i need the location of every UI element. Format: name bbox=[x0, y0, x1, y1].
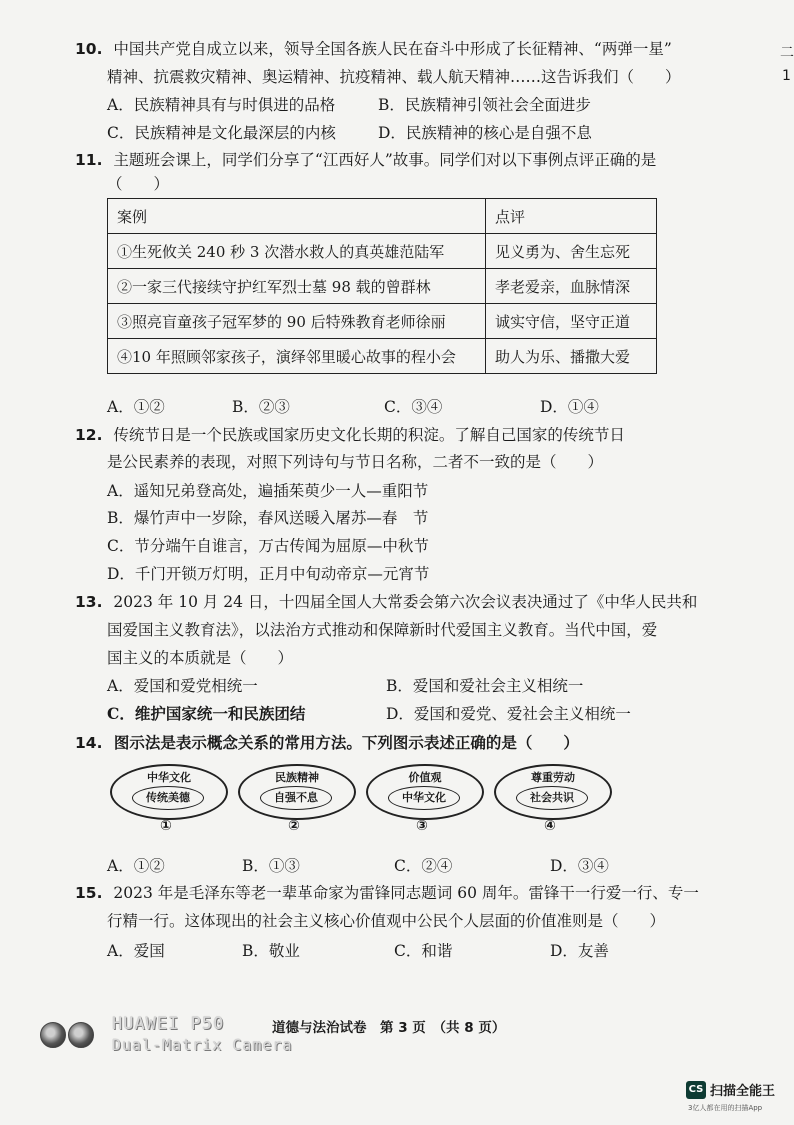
q12-option-b[interactable]: B．爆竹声中一岁除，春风送暖入屠苏—春 节 bbox=[107, 509, 429, 527]
q10-text-line2: 精神、抗震救灾精神、奥运精神、抗疫精神、载人航天精神……这告诉我们（ ） bbox=[107, 68, 681, 86]
q14-stem-line1 bbox=[75, 732, 579, 754]
q15-option-b[interactable]: B．敬业 bbox=[242, 942, 300, 960]
diagram-3-outer-label: 价值观 bbox=[408, 771, 442, 784]
q13-option-a[interactable]: A．爱国和爱党相统一 bbox=[107, 677, 258, 695]
diagram-1-inner-label: 传统美德 bbox=[132, 786, 204, 810]
scanner-logo-icon: CS bbox=[686, 1081, 706, 1099]
q14-option-a[interactable]: A．①② bbox=[107, 857, 165, 875]
q10-option-b[interactable]: B．民族精神引领社会全面进步 bbox=[378, 96, 591, 114]
table-row bbox=[108, 234, 657, 269]
diagram-3-inner-label: 中华文化 bbox=[388, 786, 460, 810]
q12-option-d[interactable]: D．千门开锁万灯明，正月中旬动帝京—元宵节 bbox=[107, 565, 430, 583]
diagram-3-number: ③ bbox=[416, 818, 428, 834]
table-header-comment: 点评 bbox=[486, 199, 657, 234]
table-row bbox=[108, 269, 657, 304]
table-cell-case: ②一家三代接续守护红军烈士墓 98 载的曾群林 bbox=[108, 269, 486, 304]
q14-number: 14. bbox=[75, 734, 103, 752]
diagram-4-inner-label: 社会共识 bbox=[516, 786, 588, 810]
q14-option-b[interactable]: B．①③ bbox=[242, 857, 300, 875]
q11-stem-line1 bbox=[75, 149, 656, 171]
table-row bbox=[108, 304, 657, 339]
camera-watermark-model: HUAWEI P50 bbox=[112, 1014, 225, 1034]
q15-option-a[interactable]: A．爱国 bbox=[107, 942, 165, 960]
q14-option-d[interactable]: D．③④ bbox=[550, 857, 609, 875]
q14-diagram-4 bbox=[494, 764, 612, 836]
q14-text-line1: 图示法是表示概念关系的常用方法。下列图示表述正确的是（ ） bbox=[113, 733, 579, 752]
camera-lens-icon bbox=[68, 1022, 94, 1048]
q14-diagram-1 bbox=[110, 764, 228, 836]
q13-option-c[interactable]: C．维护国家统一和民族团结 bbox=[107, 704, 306, 723]
q13-text-line2: 国爱国主义教育法》，以法治方式推动和保障新时代爱国主义教育。当代中国，爱 bbox=[107, 621, 658, 639]
q14-option-c[interactable]: C．②④ bbox=[394, 857, 453, 875]
table-cell-case: ③照亮盲童孩子冠军梦的 90 后特殊教育老师徐丽 bbox=[108, 304, 486, 339]
table-cell-case: ①生死攸关 240 秒 3 次潜水救人的真英雄范陆军 bbox=[108, 234, 486, 269]
diagram-2-outer-label: 民族精神 bbox=[275, 771, 319, 784]
q10-option-a[interactable]: A．民族精神具有与时俱进的品格 bbox=[107, 96, 336, 114]
table-cell-case: ④10 年照顾邻家孩子，演绎邻里暖心故事的程小会 bbox=[108, 339, 486, 374]
q11-option-b[interactable]: B．②③ bbox=[232, 398, 290, 416]
scanner-tagline: 3亿人都在用的扫描App bbox=[688, 1104, 763, 1112]
q10-text-line1: 中国共产党自成立以来，领导全国各族人民在奋斗中形成了长征精神、“两弹一星” bbox=[113, 40, 672, 58]
diagram-4-number: ④ bbox=[544, 818, 556, 834]
diagram-1-number: ① bbox=[160, 818, 172, 834]
q11-option-d[interactable]: D．①④ bbox=[540, 398, 599, 416]
table-cell-comment: 孝老爱亲，血脉情深 bbox=[486, 269, 657, 304]
q12-text-line2: 是公民素养的表现，对照下列诗句与节日名称，二者不一致的是（ ） bbox=[107, 453, 604, 471]
q15-stem-line1 bbox=[75, 882, 699, 904]
table-cell-comment: 见义勇为、舍生忘死 bbox=[486, 234, 657, 269]
q11-number: 11. bbox=[75, 151, 103, 169]
diagram-1-outer-label: 中华文化 bbox=[147, 771, 191, 784]
q11-text-line1: 主题班会课上，同学们分享了“江西好人”故事。同学们对以下事例点评正确的是 bbox=[113, 151, 657, 169]
page-footer: 道德与法治试卷 第 3 页 （共 8 页） bbox=[272, 1020, 506, 1036]
camera-lens-icon bbox=[40, 1022, 66, 1048]
q12-option-c[interactable]: C．节分端午自谁言，万古传闻为屈原—中秋节 bbox=[107, 537, 429, 555]
q12-stem-line1 bbox=[75, 424, 625, 446]
q12-number: 12. bbox=[75, 426, 103, 444]
scanner-app-name: 扫描全能王 bbox=[710, 1084, 776, 1099]
q13-text-line1: 2023 年 10 月 24 日，十四届全国人大常委会第六次会议表决通过了《中华人民共和 bbox=[113, 593, 698, 611]
table-header-case: 案例 bbox=[108, 199, 486, 234]
q10-number: 10. bbox=[75, 40, 103, 58]
table-cell-comment: 助人为乐、播撒大爱 bbox=[486, 339, 657, 374]
q13-option-d[interactable]: D．爱国和爱党、爱社会主义相统一 bbox=[386, 705, 631, 723]
q11-option-a[interactable]: A．①② bbox=[107, 398, 165, 416]
q14-diagram-2 bbox=[238, 764, 356, 836]
edge-mark: 1 bbox=[782, 68, 791, 84]
q11-option-c[interactable]: C．③④ bbox=[384, 398, 443, 416]
q12-option-a[interactable]: A．遥知兄弟登高处，遍插茱萸少一人—重阳节 bbox=[107, 482, 429, 500]
q11-case-table bbox=[107, 198, 657, 374]
table-row bbox=[108, 339, 657, 374]
camera-watermark-subtitle: Dual-Matrix Camera bbox=[112, 1036, 293, 1054]
table-cell-comment: 诚实守信，坚守正道 bbox=[486, 304, 657, 339]
q13-text-line3: 国主义的本质就是（ ） bbox=[107, 649, 294, 667]
q15-text-line2: 行精一行。这体现出的社会主义核心价值观中公民个人层面的价值准则是（ ） bbox=[107, 912, 666, 930]
diagram-2-number: ② bbox=[288, 818, 300, 834]
q15-text-line1: 2023 年是毛泽东等老一辈革命家为雷锋同志题词 60 周年。雷锋干一行爱一行、专一 bbox=[113, 884, 699, 902]
q13-number: 13. bbox=[75, 593, 103, 611]
q11-text-line2: （ ） bbox=[107, 175, 170, 193]
q15-option-d[interactable]: D．友善 bbox=[550, 942, 609, 960]
table-header-row bbox=[108, 199, 657, 234]
q15-option-c[interactable]: C．和谐 bbox=[394, 942, 453, 960]
q10-stem-line1 bbox=[75, 38, 672, 60]
q13-option-b[interactable]: B．爱国和爱社会主义相统一 bbox=[386, 677, 584, 695]
q15-number: 15. bbox=[75, 884, 103, 902]
q10-option-d[interactable]: D．民族精神的核心是自强不息 bbox=[378, 124, 592, 142]
q13-stem-line1 bbox=[75, 591, 697, 613]
diagram-2-inner-label: 自强不息 bbox=[260, 786, 332, 810]
q14-diagram-3 bbox=[366, 764, 484, 836]
diagram-4-outer-label: 尊重劳动 bbox=[531, 771, 575, 784]
edge-mark: 二 bbox=[780, 45, 794, 61]
q12-text-line1: 传统节日是一个民族或国家历史文化长期的积淀。了解自己国家的传统节日 bbox=[113, 426, 625, 444]
q10-option-c[interactable]: C．民族精神是文化最深层的内核 bbox=[107, 124, 336, 142]
